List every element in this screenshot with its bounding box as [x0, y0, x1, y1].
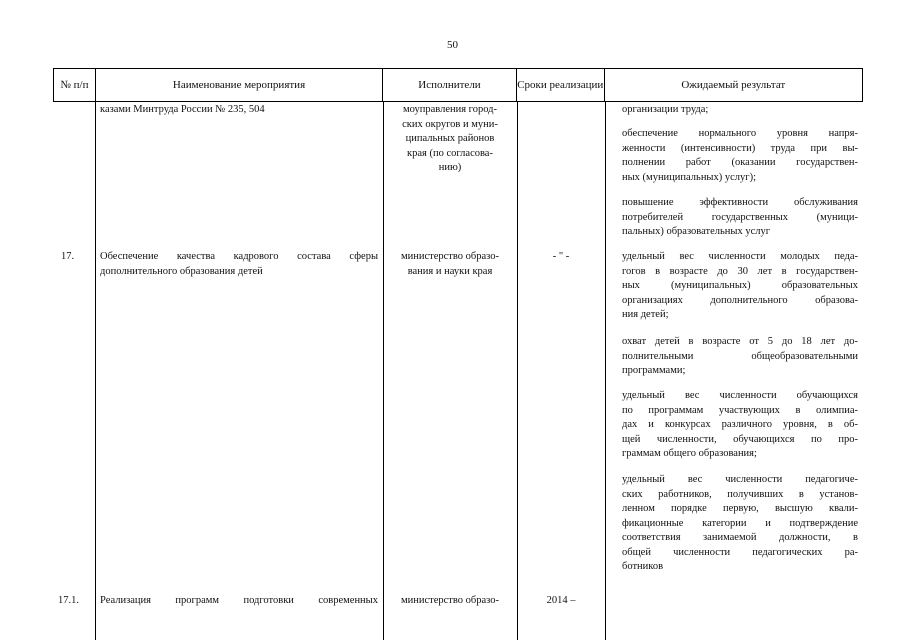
grid-line	[95, 102, 96, 640]
row-executor	[385, 250, 515, 279]
row-name	[100, 250, 378, 279]
result-line: охват детей в возрасте от 5 до 18 лет до-	[622, 336, 858, 347]
executor-line: ципальных районов	[405, 133, 495, 144]
row-name: казами Минтруда России № 235, 504	[100, 104, 265, 115]
result-item	[622, 196, 858, 240]
row-number: 17.1.	[58, 595, 79, 606]
result-line: дах и конкурсах различного уровня, в об-	[622, 419, 858, 430]
result-line: организации труда;	[622, 104, 709, 115]
result-line: ния детей;	[622, 309, 669, 320]
result-line: полнении работ (оказании государствен-	[622, 157, 858, 168]
result-line: ских работников, получивших в установ-	[622, 488, 858, 500]
page-number: 50	[447, 39, 458, 51]
executor-line: вания и науки края	[407, 265, 493, 277]
result-line: потребителей государственных (муници-	[622, 211, 858, 223]
grid-line	[517, 102, 518, 640]
row-terms: - " -	[552, 251, 570, 262]
grid-line	[605, 102, 606, 640]
result-item	[622, 389, 858, 462]
name-line: дополнительного образования детей	[100, 265, 263, 277]
name-line: Обеспечение качества кадрового состава сферы	[100, 251, 378, 262]
result-line: ных (муниципальных) услуг);	[622, 171, 756, 183]
result-line: ных (муниципальных) образовательных	[622, 280, 858, 291]
result-line: повышение эффективности обслуживания	[622, 197, 858, 208]
row-number: 17.	[61, 251, 75, 262]
result-line: соответствия занимаемой должности, в	[622, 532, 858, 543]
result-line: удельный вес численности молодых педа-	[622, 251, 858, 262]
header-name: Наименование мероприятия	[96, 69, 383, 101]
header-executor: Исполнители	[383, 69, 517, 101]
result-line: граммам общего образования;	[622, 448, 757, 459]
result-line: общей численности педагогических ра-	[622, 546, 858, 558]
result-item	[622, 103, 858, 118]
name-line: Реализация программ подготовки современных	[100, 595, 378, 606]
result-line: по программам участвующих в олимпиа-	[622, 404, 858, 416]
table-header	[53, 68, 863, 102]
grid-line	[383, 102, 384, 640]
executor-line: нию)	[438, 162, 462, 173]
header-num: № п/п	[54, 69, 96, 101]
result-line: полнительными общеобразовательными	[622, 350, 858, 362]
result-line: пальных) образовательных услуг	[622, 226, 771, 237]
executor-line: края (по согласова-	[407, 147, 493, 159]
result-line: организациях дополнительного образова-	[622, 294, 858, 306]
result-line: женности (интенсивности) труда при вы-	[622, 142, 858, 154]
result-line: удельный вес численности обучающихся	[622, 390, 858, 401]
row-executor	[385, 103, 515, 176]
result-item	[622, 335, 858, 379]
row-name	[100, 594, 378, 609]
executor-line: моуправления город-	[402, 104, 498, 115]
result-line: обеспечение нормального уровня напря-	[622, 128, 858, 139]
row-executor: министерство образо-	[400, 595, 499, 606]
result-item	[622, 127, 858, 185]
executor-line: министерство образо-	[400, 251, 499, 262]
result-line: фикационные категории и подтверждение	[622, 517, 858, 529]
result-item	[622, 473, 858, 575]
row-terms: 2014 –	[546, 595, 576, 606]
header-result: Ожидаемый результат	[681, 79, 786, 91]
result-line: ленном порядке первую, высшую квали-	[622, 503, 858, 514]
result-line: гогов в возрасте до 30 лет в государствен-	[622, 265, 858, 277]
header-terms: Сроки реализации	[517, 69, 605, 101]
result-line: программами;	[622, 365, 686, 376]
result-line: удельный вес численности педагогиче-	[622, 474, 858, 485]
result-line: ботников	[622, 561, 664, 572]
result-item	[622, 250, 858, 323]
executor-line: ских округов и муни-	[402, 118, 498, 130]
result-line: щей численности, обучающихся по про-	[622, 433, 858, 445]
